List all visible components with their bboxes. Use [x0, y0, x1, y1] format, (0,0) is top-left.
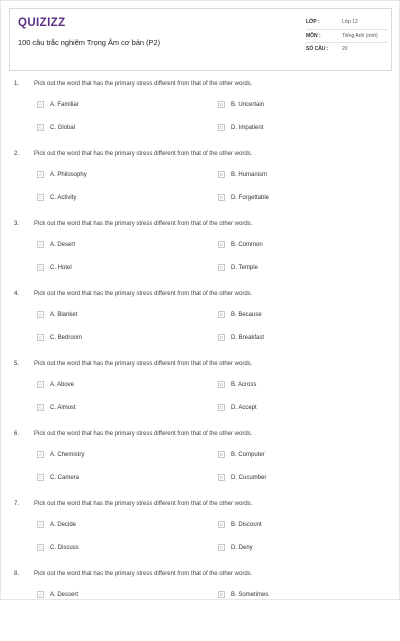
option-text: A. Above [50, 381, 75, 388]
question-number: 5. [14, 361, 20, 367]
question-item [1, 571, 400, 641]
option-text: A. Dessert [50, 591, 79, 598]
quizizz-logo: QUIZIZZ [18, 17, 66, 29]
answer-option[interactable] [218, 193, 269, 202]
question-text: Pick out the word that has the primary stress different from that of the other words. [34, 501, 253, 507]
option-text: B. Computer [231, 451, 265, 458]
option-text: B. Because [231, 311, 262, 318]
option-letter-box[interactable]: C [38, 545, 43, 550]
answer-option[interactable] [37, 123, 75, 132]
option-letter-box[interactable]: A [37, 451, 44, 458]
option-text: C. Camera [50, 474, 80, 481]
answer-option[interactable] [37, 473, 79, 482]
answer-option[interactable] [218, 123, 263, 132]
question-text: Pick out the word that has the primary stress different from that of the other words. [34, 431, 253, 437]
option-text: A. Familiar [50, 101, 79, 108]
option-text: C. Activity [50, 194, 77, 201]
question-item [1, 291, 400, 361]
answer-option[interactable] [37, 170, 87, 179]
question-item [1, 221, 400, 291]
option-letter-box[interactable]: C [38, 405, 43, 410]
meta-row-subject [306, 30, 388, 44]
option-letter-box[interactable]: A [37, 381, 44, 388]
option-letter-box[interactable]: B [218, 311, 225, 318]
option-letter-box[interactable]: B [218, 101, 225, 108]
meta-label: LỚP : [306, 19, 320, 26]
question-item [1, 81, 400, 151]
question-text: Pick out the word that has the primary stress different from that of the other words. [34, 291, 253, 297]
option-text: C. Hotel [50, 264, 72, 271]
option-text: A. Philosophy [50, 171, 87, 178]
option-text: D. Deny [231, 544, 253, 551]
question-number: 7. [14, 501, 20, 507]
option-letter-box[interactable]: D [219, 335, 224, 340]
question-item [1, 501, 400, 571]
option-letter-box[interactable]: D [219, 545, 224, 550]
option-text: B. Humanism [231, 171, 268, 178]
option-letter-box[interactable]: B [218, 451, 225, 458]
option-text: B. Sometimes [231, 591, 269, 598]
meta-label: MÔN : [306, 32, 321, 39]
option-text: B. Uncertain [231, 101, 265, 108]
option-letter-box[interactable]: C [38, 195, 43, 200]
option-letter-box[interactable]: D [219, 475, 224, 480]
option-text: C. Global [50, 124, 76, 131]
meta-row-class [306, 16, 388, 30]
question-text: Pick out the word that has the primary stress different from that of the other words. [34, 361, 253, 367]
answer-option[interactable] [218, 473, 266, 482]
question-number: 6. [14, 431, 20, 437]
option-text: C. Bedroom [50, 334, 83, 341]
answer-option[interactable] [37, 450, 84, 459]
option-text: D. Cucumber [231, 474, 267, 481]
question-text: Pick out the word that has the primary stress different from that of the other words. [34, 81, 253, 87]
answer-option[interactable] [37, 100, 79, 109]
answer-option[interactable] [37, 543, 79, 552]
option-letter-box[interactable]: C [38, 125, 43, 130]
question-text: Pick out the word that has the primary stress different from that of the other words. [34, 151, 253, 157]
answer-option[interactable] [218, 240, 263, 249]
option-text: C. Almost [50, 404, 76, 411]
meta-value: Tiếng Anh (mới) [342, 32, 378, 39]
question-number: 2. [14, 151, 20, 157]
option-text: D. Breakfast [231, 334, 265, 341]
answer-option[interactable] [37, 380, 74, 389]
option-letter-box[interactable]: D [219, 265, 224, 270]
question-number: 3. [14, 221, 20, 227]
question-text: Pick out the word that has the primary stress different from that of the other words. [34, 571, 253, 577]
option-text: C. Discuss [50, 544, 79, 551]
answer-option[interactable] [37, 240, 75, 249]
meta-value: 20 [342, 46, 348, 53]
option-letter-box[interactable]: A [37, 311, 44, 318]
question-number: 1. [14, 81, 20, 87]
question-item [1, 361, 400, 431]
option-letter-box[interactable]: B [218, 591, 225, 598]
answer-option[interactable] [218, 520, 262, 529]
answer-option[interactable] [37, 263, 72, 272]
question-number: 4. [14, 291, 20, 297]
option-text: D. Impatient [231, 124, 264, 131]
option-text: A. Blanket [50, 311, 78, 318]
answer-option[interactable] [37, 403, 76, 412]
option-text: A. Decide [50, 521, 77, 528]
option-letter-box[interactable]: A [37, 171, 44, 178]
option-letter-box[interactable]: B [218, 241, 225, 248]
answer-option[interactable] [37, 193, 76, 202]
answer-option[interactable] [218, 380, 256, 389]
option-letter-box[interactable]: A [37, 591, 44, 598]
worksheet-header [9, 8, 392, 71]
option-letter-box[interactable]: A [37, 521, 44, 528]
meta-label: SỐ CÂU : [306, 46, 329, 53]
option-text: B. Across [231, 381, 257, 388]
option-letter-box[interactable]: C [38, 265, 43, 270]
option-text: B. Common [231, 241, 263, 248]
option-text: A. Chemistry [50, 451, 85, 458]
answer-option[interactable] [218, 170, 267, 179]
option-letter-box[interactable]: B [218, 381, 225, 388]
answer-option[interactable] [218, 310, 262, 319]
answer-option[interactable] [218, 543, 253, 552]
option-text: B. Discount [231, 521, 262, 528]
option-letter-box[interactable]: B [218, 521, 225, 528]
answer-option[interactable] [218, 263, 258, 272]
option-text: D. Accept [231, 404, 257, 411]
question-item [1, 151, 400, 221]
answer-option[interactable] [37, 333, 82, 342]
answer-option[interactable] [37, 310, 77, 319]
question-item [1, 431, 400, 501]
answer-option[interactable] [218, 450, 265, 459]
option-letter-box[interactable]: C [38, 475, 43, 480]
answer-option[interactable] [218, 100, 264, 109]
option-text: A. Desert [50, 241, 76, 248]
question-number: 8. [14, 571, 20, 577]
question-text: Pick out the word that has the primary stress different from that of the other words. [34, 221, 253, 227]
option-text: D. Forgettable [231, 194, 270, 201]
option-letter-box[interactable]: A [37, 101, 44, 108]
option-letter-box[interactable]: A [37, 241, 44, 248]
answer-option[interactable] [37, 520, 76, 529]
answer-option[interactable] [218, 403, 257, 412]
worksheet-meta [306, 16, 388, 56]
answer-option[interactable] [218, 333, 264, 342]
worksheet-title: 100 câu trắc nghiệm Trọng Âm cơ bản (P2) [18, 38, 161, 47]
option-text: D. Temple [231, 264, 258, 271]
option-letter-box[interactable]: D [219, 405, 224, 410]
option-letter-box[interactable]: B [218, 171, 225, 178]
answer-option[interactable] [37, 590, 78, 599]
option-letter-box[interactable]: D [219, 195, 224, 200]
answer-option[interactable] [218, 590, 268, 599]
option-letter-box[interactable]: D [219, 125, 224, 130]
meta-value: Lớp 12 [342, 19, 358, 26]
meta-row-question-count [306, 43, 388, 56]
option-letter-box[interactable]: C [38, 335, 43, 340]
